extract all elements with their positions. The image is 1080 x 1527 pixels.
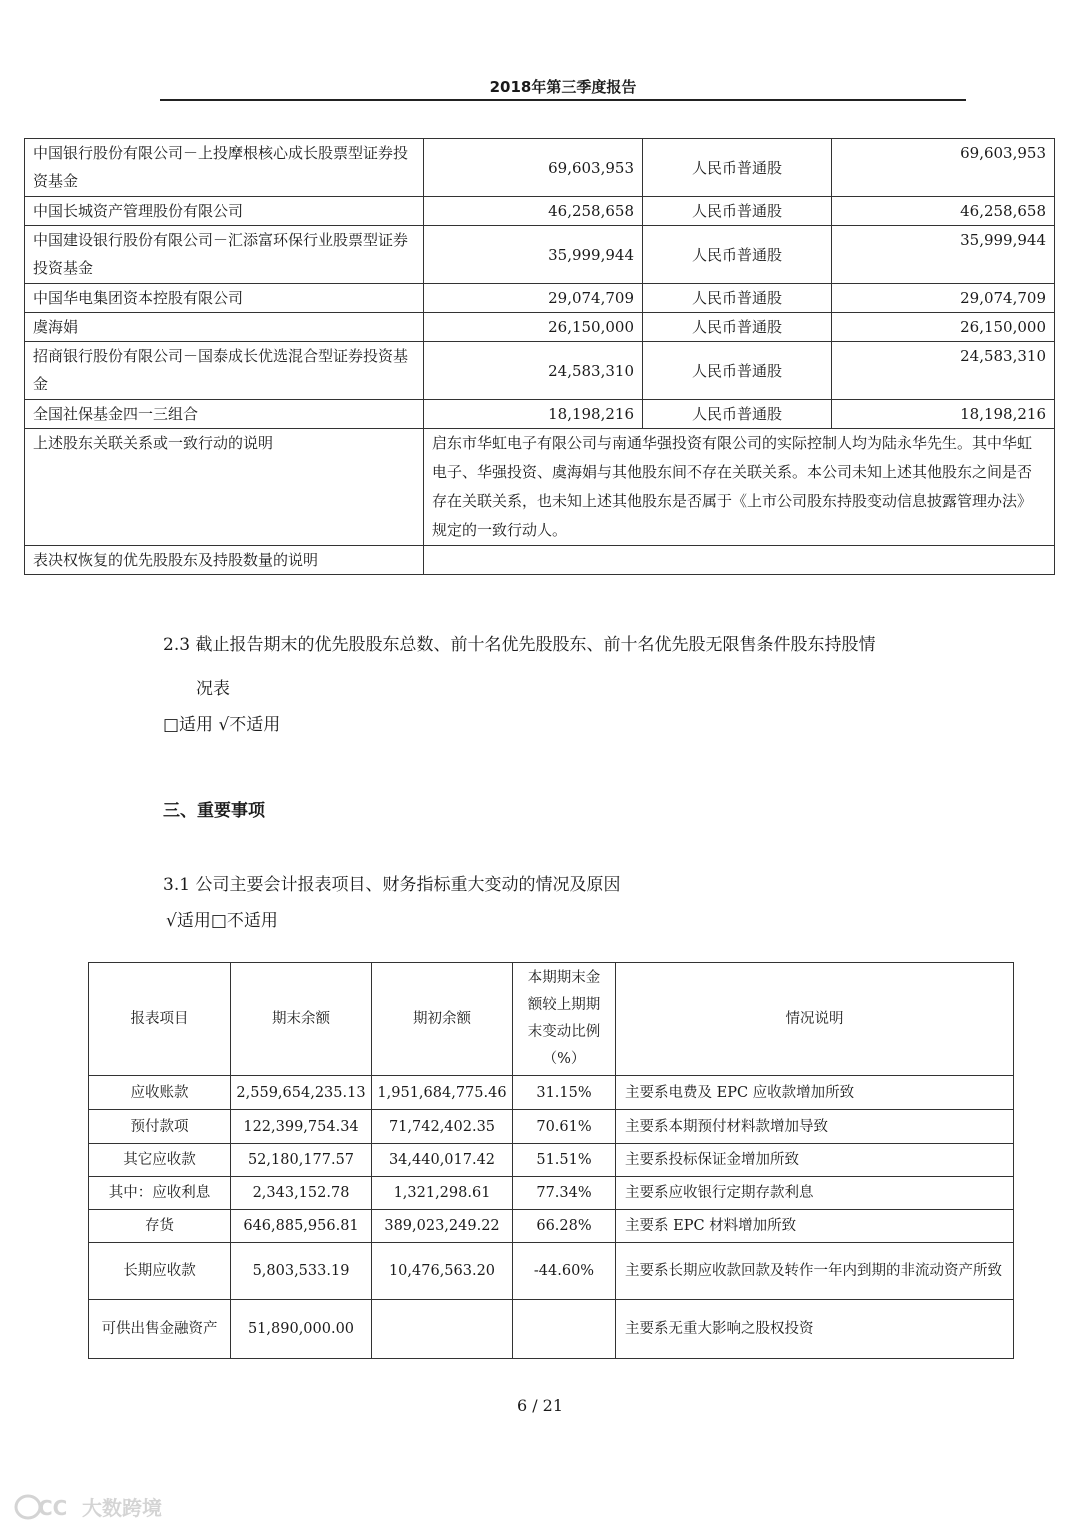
share-count: 35,999,944 bbox=[424, 226, 643, 284]
item-cell: 预付款项 bbox=[89, 1110, 231, 1144]
preferred-description bbox=[424, 546, 1055, 575]
end-balance-cell: 2,343,152.78 bbox=[231, 1177, 372, 1210]
shareholder-name: 中国华电集团资本控股有限公司 bbox=[25, 284, 424, 313]
section-2-3-title-cont: 况表 bbox=[196, 679, 230, 699]
change-cell: 51.51% bbox=[513, 1144, 616, 1177]
begin-balance-cell: 10,476,563.20 bbox=[372, 1243, 513, 1300]
end-balance-cell: 5,803,533.19 bbox=[231, 1243, 372, 1300]
share-type: 人民币普通股 bbox=[643, 197, 832, 226]
change-cell: 70.61% bbox=[513, 1110, 616, 1144]
share-type-count: 18,198,216 bbox=[832, 400, 1055, 429]
description-cell: 主要系电费及 EPC 应收款增加所致 bbox=[616, 1076, 1014, 1110]
relation-label: 上述股东关联关系或一致行动的说明 bbox=[25, 429, 424, 546]
preferred-label: 表决权恢复的优先股股东及持股数量的说明 bbox=[25, 546, 424, 575]
share-type-count: 69,603,953 bbox=[832, 139, 1055, 197]
watermark-text: 大数跨境 bbox=[82, 1496, 162, 1520]
table-row bbox=[89, 1076, 1014, 1110]
table-row bbox=[25, 139, 1055, 197]
table-row bbox=[89, 1210, 1014, 1243]
shareholder-name: 中国银行股份有限公司－上投摩根核心成长股票型证券投资基金 bbox=[25, 139, 424, 197]
watermark bbox=[14, 1492, 162, 1521]
change-cell: -44.60% bbox=[513, 1243, 616, 1300]
item-cell: 应收账款 bbox=[89, 1076, 231, 1110]
item-cell: 长期应收款 bbox=[89, 1243, 231, 1300]
section-2-3-applicable: □适用 √不适用 bbox=[163, 715, 281, 735]
section-3-1-applicable: √适用□不适用 bbox=[166, 911, 278, 931]
share-type-count: 46,258,658 bbox=[832, 197, 1055, 226]
begin-balance-cell: 1,321,298.61 bbox=[372, 1177, 513, 1210]
header-end-balance: 期末余额 bbox=[231, 963, 372, 1076]
table-row bbox=[25, 400, 1055, 429]
description-cell: 主要系投标保证金增加所致 bbox=[616, 1144, 1014, 1177]
page-header-title: 2018年第三季度报告 bbox=[489, 78, 637, 96]
header-begin-balance: 期初余额 bbox=[372, 963, 513, 1076]
change-cell: 66.28% bbox=[513, 1210, 616, 1243]
shareholder-name: 中国建设银行股份有限公司－汇添富环保行业股票型证券投资基金 bbox=[25, 226, 424, 284]
share-count: 46,258,658 bbox=[424, 197, 643, 226]
begin-balance-cell: 34,440,017.42 bbox=[372, 1144, 513, 1177]
share-type-count: 29,074,709 bbox=[832, 284, 1055, 313]
share-type: 人民币普通股 bbox=[643, 284, 832, 313]
begin-balance-cell: 71,742,402.35 bbox=[372, 1110, 513, 1144]
table-header-row bbox=[89, 963, 1014, 1076]
share-count: 24,583,310 bbox=[424, 342, 643, 400]
shareholder-name: 中国长城资产管理股份有限公司 bbox=[25, 197, 424, 226]
header-change-line: 本期期末金 bbox=[527, 970, 601, 986]
shareholder-name: 全国社保基金四一三组合 bbox=[25, 400, 424, 429]
shareholder-name: 虞海娟 bbox=[25, 313, 424, 342]
table-row bbox=[89, 1300, 1014, 1359]
watermark-logo-icon bbox=[14, 1493, 76, 1521]
header-rule bbox=[160, 99, 966, 101]
description-cell: 主要系无重大影响之股权投资 bbox=[616, 1300, 1014, 1359]
header-change-line: 额较上期期 bbox=[527, 997, 601, 1013]
share-count: 26,150,000 bbox=[424, 313, 643, 342]
begin-balance-cell bbox=[372, 1300, 513, 1359]
section-2-3-title: 2.3 截止报告期末的优先股股东总数、前十名优先股股东、前十名优先股无限售条件股东持股情 bbox=[163, 635, 876, 655]
financial-change-table bbox=[88, 962, 1014, 1359]
table-row bbox=[25, 284, 1055, 313]
change-cell: 31.15% bbox=[513, 1076, 616, 1110]
item-cell: 存货 bbox=[89, 1210, 231, 1243]
table-row bbox=[25, 546, 1055, 575]
begin-balance-cell: 1,951,684,775.46 bbox=[372, 1076, 513, 1110]
header-item: 报表项目 bbox=[89, 963, 231, 1076]
end-balance-cell: 646,885,956.81 bbox=[231, 1210, 372, 1243]
item-cell: 可供出售金融资产 bbox=[89, 1300, 231, 1359]
header-change-ratio bbox=[513, 963, 616, 1076]
end-balance-cell: 52,180,177.57 bbox=[231, 1144, 372, 1177]
shareholder-name: 招商银行股份有限公司－国泰成长优选混合型证券投资基金 bbox=[25, 342, 424, 400]
share-type-count: 24,583,310 bbox=[832, 342, 1055, 400]
page-number: 6 / 21 bbox=[516, 1396, 564, 1415]
share-type: 人民币普通股 bbox=[643, 226, 832, 284]
begin-balance-cell: 389,023,249.22 bbox=[372, 1210, 513, 1243]
change-cell bbox=[513, 1300, 616, 1359]
share-type-count: 35,999,944 bbox=[832, 226, 1055, 284]
end-balance-cell: 2,559,654,235.13 bbox=[231, 1076, 372, 1110]
table-row bbox=[25, 226, 1055, 284]
share-type: 人民币普通股 bbox=[643, 342, 832, 400]
description-cell: 主要系长期应收款回款及转作一年内到期的非流动资产所致 bbox=[616, 1243, 1014, 1300]
relation-description: 启东市华虹电子有限公司与南通华强投资有限公司的实际控制人均为陆永华先生。其中华虹电子、华强投资、虞海娟与其他股东间不存在关联关系。本公司未知上述其他股东之间是否存在关联关系，也未知上述其他股东是否属于《上市公司股东持股变动信息披露管理办法》规定的一致行动人。 bbox=[424, 429, 1055, 546]
header-change-line: （%） bbox=[542, 1051, 586, 1067]
end-balance-cell: 122,399,754.34 bbox=[231, 1110, 372, 1144]
shareholder-table bbox=[24, 138, 1055, 575]
header-description: 情况说明 bbox=[616, 963, 1014, 1076]
item-cell: 其中：应收利息 bbox=[89, 1177, 231, 1210]
table-row bbox=[89, 1243, 1014, 1300]
svg-text:CC: CC bbox=[38, 1495, 68, 1520]
header-change-line: 末变动比例 bbox=[527, 1024, 601, 1040]
section-3-heading: 三、重要事项 bbox=[163, 801, 265, 821]
share-count: 18,198,216 bbox=[424, 400, 643, 429]
item-cell: 其它应收款 bbox=[89, 1144, 231, 1177]
table-row bbox=[25, 429, 1055, 546]
share-type: 人民币普通股 bbox=[643, 400, 832, 429]
section-3-1-title: 3.1 公司主要会计报表项目、财务指标重大变动的情况及原因 bbox=[163, 875, 621, 895]
share-type: 人民币普通股 bbox=[643, 313, 832, 342]
change-cell: 77.34% bbox=[513, 1177, 616, 1210]
table-row bbox=[25, 342, 1055, 400]
description-cell: 主要系 EPC 材料增加所致 bbox=[616, 1210, 1014, 1243]
table-row bbox=[89, 1110, 1014, 1144]
table-row bbox=[25, 313, 1055, 342]
description-cell: 主要系本期预付材料款增加导致 bbox=[616, 1110, 1014, 1144]
share-count: 29,074,709 bbox=[424, 284, 643, 313]
description-cell: 主要系应收银行定期存款利息 bbox=[616, 1177, 1014, 1210]
share-type-count: 26,150,000 bbox=[832, 313, 1055, 342]
table-row bbox=[89, 1177, 1014, 1210]
table-row bbox=[25, 197, 1055, 226]
end-balance-cell: 51,890,000.00 bbox=[231, 1300, 372, 1359]
share-type: 人民币普通股 bbox=[643, 139, 832, 197]
share-count: 69,603,953 bbox=[424, 139, 643, 197]
table-row bbox=[89, 1144, 1014, 1177]
